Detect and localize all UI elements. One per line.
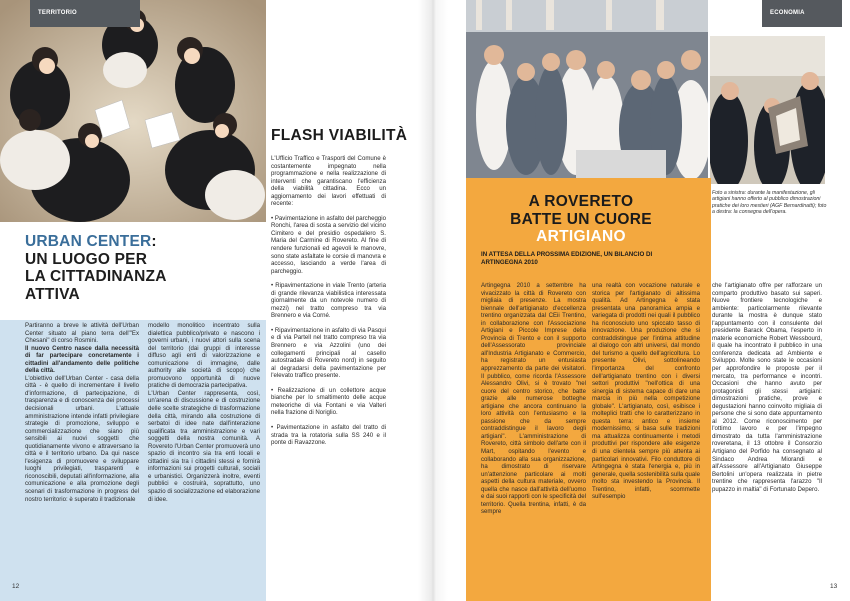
photo-caption: Foto a sinistra: durante la manifestazione, gli artigiani hanno offerto al pubblico dimostrazioni pratiche dei loro mestieri (AGF Bernardinatti); foto a destra: la consegna dell'opera. (712, 190, 827, 216)
flash-viabilita-title: FLASH VIABILITÀ (271, 127, 408, 144)
flash-bullet: • Ripavimentazione in viale Trento (arteria di grande rilevanza viabilistica interessata giornalmente da un notevole numero di mezzi) nel tratto compreso tra via Brennero e via Corné. (271, 282, 386, 320)
page-number-left: 12 (12, 583, 20, 590)
flash-bullet: • Pavimentazione in asfalto del tratto di strada tra la rotatoria sulla SS 240 e il ponte di Ravazzone. (271, 423, 386, 447)
rovereto-column-2: una realtà con vocazione naturale e storica per l'artigianato di altissima qualità. Ad Artingegna è stata presentata una panoramica ampia e variegata di prodotti nei quali il pubblico ha riconosciuto uno spiccato tasso di innovazione. Una produzione che si contraddistingue per l'intima attitudine al dialogo con altri universi, dal mondo del turismo a quello dell'agricoltura. Lo presente Olivi, sottolineando l'importanza del confronto dell'artigianato trentino con i diversi settori produttivi "nell'ottica di una sinergia di sistema capace di dare una marcia in più nella competizione globale". L'artigianato, così, esibisce i molteplici tratti che lo caratterizzano in questa terra: antico e insieme modernissimo, si basa sulle tradizioni ma attualizza continuamente i metodi produttivi per rispondere alle esigenze di una clientela sempre più attenta ai particolari innovativi. Filo conduttore di Artingegna è stata l'energia e, più in generale, quella sostenibilità sulla quale molto sta investendo la Provincia. Il Trentino, infatti, scommette sull'esempio (592, 282, 700, 501)
photo-artwork-handover-graphic (710, 36, 825, 184)
article-title-urban-center (25, 233, 265, 303)
urban-column-2 (148, 322, 260, 510)
article-subtitle: IN ATTESA DELLA PROSSIMA EDIZIONE, UN BILANCIO DI ARTINGEGNA 2010 (481, 251, 653, 266)
urban-paragraph: L'Urban Center rappresenta, così, un'arena di discussione e di costruzione delle scelte strategiche di trasformazione della città, mirando alla costruzione di serbatoi di idee nate dall'interazione qualificata tra amministrazione e vari soggetti della nostra comunità. A Rovereto l'Urban Center promuoverà uno spazio di incontro sia tra enti locali e cittadini sia tra i cittadini stessi e fornirà informazioni sui progetti culturali, sociali e urbanistici. Organizzerà inoltre, eventi pubblici e costruirà, soprattutto, uno spazio di socializzazione ed elaborazione di idee. (148, 389, 260, 503)
urban-paragraph: L'obiettivo dell'Urban Center - casa della città - è quello di incrementare il livello d'informazione, di partecipazione, di trasparenza e di conoscenza dei processi decisionali urbani. L'attuale amministrazione intende infatti privilegiare strategie di promozione, sviluppo e commercializzazione che siano più sensibili ai nuovi soggetti che quotidianamente vivono e attraversano la città e il territorio urbano. Da qui nasce l'esigenza di promuovere e sviluppare luoghi privilegiati, trasparenti e riconoscibili, deputati all'informazione, alla comunicazione e alla promozione degli scenari di trasformazione in progress del nostro territorio: è superato il tradizionale (25, 374, 139, 503)
urban-paragraph: Partiranno a breve le attività dell'Urban Center situato al piano terra dell'"Ex Chesani" di corso Rosmini. (25, 322, 139, 345)
page-number-right: 13 (830, 583, 838, 590)
title-line-1: A ROVERETO (528, 193, 634, 210)
flash-bullet: • Ripavimentazione in asfalto di via Pasqui e di via Partell nel tratto compreso tra via Brennero e via Azzolini (uno dei collegamenti principali al casello autostradale di Rovereto nord) in seguito al degradarsi della pavimentazione per l'elevato traffico presente. (271, 326, 386, 380)
title-highlight-artigiano: ARTIGIANO (536, 228, 626, 245)
urban-paragraph: modello monolitico incentrato sulla dialettica pubblico/privato e nascono i governi urbani, i nuovi attori sulla scena del territorio (dai gruppi di interesse diffuso agli enti di valorizzazione e comunicazione di immagine, dalle authority alle società di scopo) che promuovono opportunità di nuove pratiche di democrazia partecipativa. (148, 322, 260, 390)
flash-bullet: • Realizzazione di un collettore acque bianche per lo smaltimento delle acque meteoriche di via Fontani e via Valteri nella frazione di Noriglio. (271, 386, 386, 417)
flash-bullet: • Pavimentazione in asfalto del parcheggio Ronchi, l'area di sosta a servizio del vicino Cimitero e del presidio ospedaliero S. Maria del Carmine di Rovereto. Al fine di rendere funzionali ed agevoli le manovre, sono state asfaltate le corsie di manovra e accesso, lasciando a verde l'area di parcheggio. (271, 214, 386, 275)
photo-artisan-demonstration-graphic (466, 0, 708, 178)
title-colon: : (151, 233, 157, 250)
article-title-rovereto (466, 193, 696, 246)
urban-column-1 (25, 322, 139, 510)
title-line-2: LA CITTADINANZA (25, 268, 167, 285)
title-urban-center: URBAN CENTER (25, 233, 152, 250)
title-line-1: UN LUOGO PER (25, 250, 148, 268)
photo-people-circle-graphic (0, 0, 266, 222)
section-tab-territorio: TERRITORIO (30, 0, 140, 27)
photo-artisan-demonstration (466, 0, 708, 178)
urban-paragraph-bold: Il nuovo Centro nasce dalla necessità di far partecipare concretamente i cittadini all'andamento delle politiche della città. (25, 344, 139, 375)
photo-people-circle (0, 0, 266, 222)
flash-viabilita-column (271, 155, 386, 454)
photo-artwork-handover (710, 36, 825, 184)
rovereto-column-3: che l'artigianato offre per rafforzare un comparto produttivo basato sui saperi. Nuove frontiere tecnologiche e ambiente: particolarmente rilevante durante la mostra è dunque stato l'appuntamento con il consulente del presidente Barack Obama, l'esperto in materie economiche Robert Wessbourd, il quale ha incontrato il pubblico in una conferenza dedicata ad Ambiente e Sviluppo. Molte sono state le occasioni per approfondire le proposte per il mercato, tra performance e incontri. Occasioni che hanno avuto per protagonisti gli stessi artigiani: dimostrazioni pratiche, prove e degustazioni hanno coinvolto migliaia di persone che si sono date appuntamento al 2012. Come riconoscimento per l'ottimo lavoro e per l'impegno dimostrato da tutta l'amministrazione roveretana, il 13 ottobre il Consorzio Artigiano del Porfido ha consegnato al Sindaco Andrea Miorandi e all'Assessore all'Artigianato Giuseppe Bertolini un'opera realizzata in pietre trentine che rappresenta l'arazzo "Il pupazzo in maltia" di Fortunato Depero. (712, 282, 822, 493)
flash-paragraph: L'Ufficio Traffico e Trasporti del Comune è costantemente impegnato nella programmazione e nella realizzazione di interventi che garantiscano l'efficienza della viabilità cittadina. Ecco un aggiornamento dei lavori effettuati di recente: (271, 155, 386, 208)
rovereto-column-1: Artingegna 2010 a settembre ha vivacizzato la città di Rovereto con migliaia di presenze. La mostra biennale dell'artigianato d'eccellenza trentino organizzata dal CEii Trentino, in collaborazione con l'Associazione Artigiani e Piccole Imprese della Provincia di Trento e con il supporto dell'Assessorato provinciale all'Industria Artigianato e Commercio, ha registrato un entusiasta apprezzamento da parte dei visitatori. Il pubblico, come ricorda l'Assessore Alessandro Olivi, si è trovato "nel cuore del centro storico, che batte grazie alle numerose botteghe artigiane che ancora continuano la loro attività con l'entusiasmo e la passione che da sempre contraddistingue il lavoro degli artigiani". L'amministrazione di Rovereto, città simbolo dell'arte con il Mart, ospitando l'evento e collaborando alla sua organizzazione, ha dimostrato di riservare un'attenzione particolare ai molti aspetti della cultura materiale, ovvero quella che nasce dall'attività dell'uomo e dai suoi rapporti con le specificità del territorio. Quella trentina, infatti, è da sempre (481, 282, 586, 516)
title-line-2: BATTE UN CUORE (510, 210, 652, 228)
right-page (425, 0, 850, 601)
title-line-3: ATTIVA (25, 285, 80, 303)
section-tab-economia: ECONOMIA (762, 0, 842, 27)
